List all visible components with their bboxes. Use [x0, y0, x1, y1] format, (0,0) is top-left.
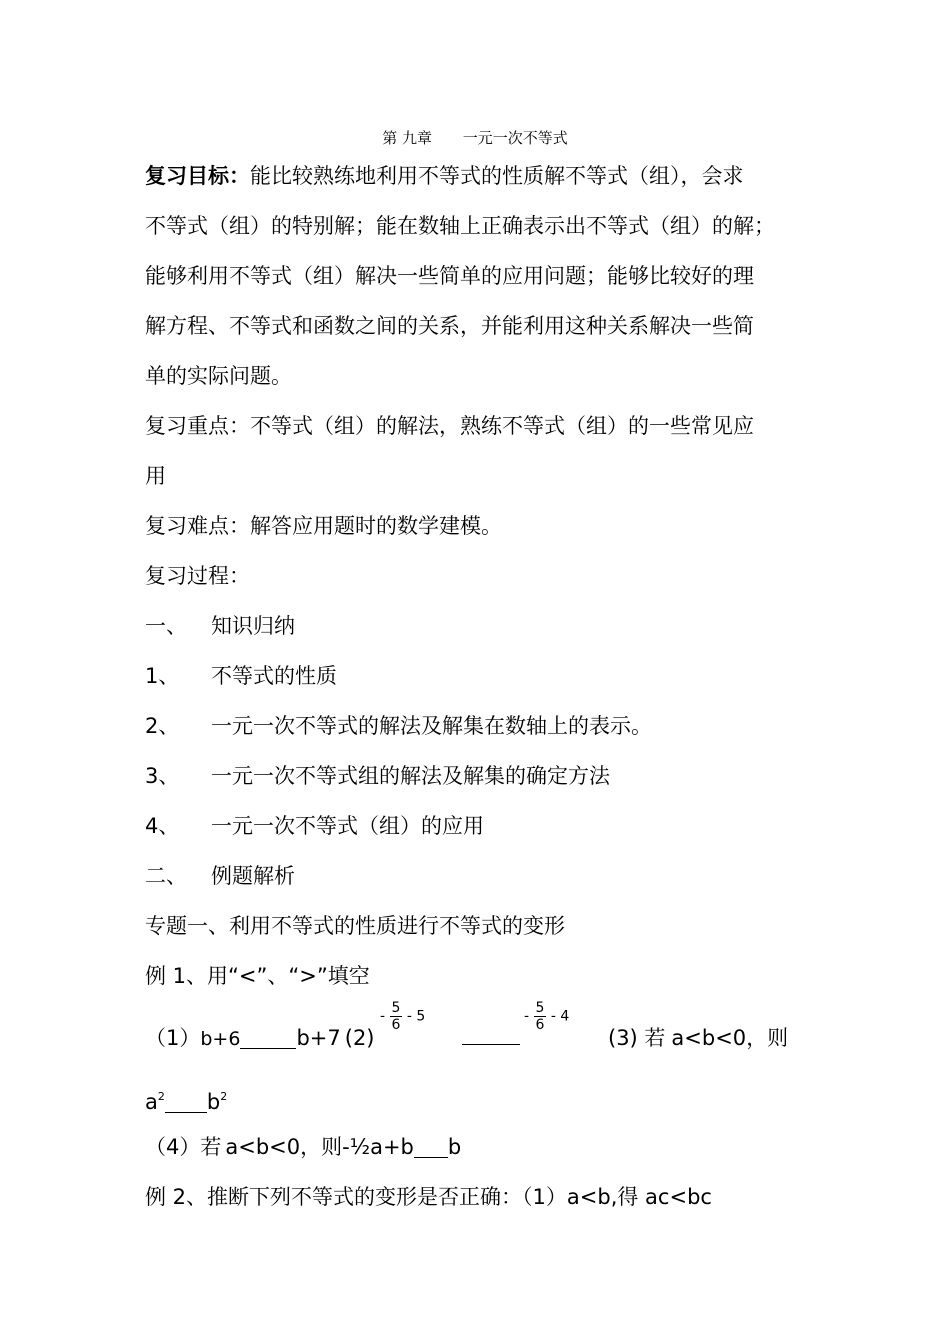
exponent: 2: [157, 1090, 165, 1103]
part-2-left-expression: [380, 1000, 425, 1033]
process-heading: 复习过程：: [145, 564, 250, 588]
part-3-condition: a<b<0: [671, 1026, 747, 1050]
fraction-numerator: 5: [391, 1000, 401, 1016]
answer-blank[interactable]: [240, 1026, 296, 1049]
part-1-right: b+7: [296, 1026, 341, 1050]
example-1-part-4: [145, 1133, 461, 1161]
variable-b: b: [206, 1090, 221, 1114]
objectives-line-1: [145, 162, 744, 190]
minus-sign: -: [380, 1008, 386, 1025]
part-1-label: （1）: [145, 1026, 201, 1050]
objectives-line-2: 不等式（组）的特别解；能在数轴上正确表示出不等式（组）的解；: [145, 214, 775, 238]
section-2-heading: [145, 862, 295, 890]
section-2-number: 二、: [145, 864, 187, 888]
objectives-text-1: 能比较熟练地利用不等式的性质解不等式（组），会求: [250, 164, 744, 188]
list-item-number: 2、: [145, 714, 180, 738]
objectives-line-4: 解方程、不等式和函数之间的关系，并能利用这种关系解决一些简: [145, 314, 754, 338]
answer-blank[interactable]: [165, 1090, 207, 1113]
key-points-line-1: 复习重点：不等式（组）的解法，熟练不等式（组）的一些常见应: [145, 414, 754, 438]
section-1-title: 知识归纳: [211, 614, 295, 638]
part-4-then: ，则-½a+b: [300, 1135, 414, 1159]
example-2-part-1: （1）a<b,得 ac<bc: [522, 1185, 712, 1209]
example-2-heading: 例 2、推断下列不等式的变形是否正确：: [145, 1185, 523, 1209]
chapter-number: 第 九章: [382, 129, 432, 147]
list-item-text: 一元一次不等式（组）的应用: [211, 814, 484, 838]
answer-blank[interactable]: [414, 1135, 448, 1158]
topic-1-heading: 专题一、利用不等式的性质进行不等式的变形: [145, 914, 565, 938]
example-2-line: [145, 1183, 712, 1211]
variable-a: a: [145, 1090, 158, 1114]
key-points-line-2: 用: [145, 464, 166, 488]
fraction-denominator: 6: [535, 1017, 545, 1033]
part-3-label: (3) 若: [608, 1026, 666, 1050]
list-item-number: 4、: [145, 814, 180, 838]
difficulty-line: 复习难点：解答应用题时的数学建模。: [145, 514, 502, 538]
example-1-heading: 例 1、用“<”、“>”填空: [145, 964, 370, 988]
list-item: [145, 662, 337, 690]
part-1-left: b+6: [200, 1028, 241, 1050]
list-item-number: 3、: [145, 764, 180, 788]
minus-sign: -: [524, 1008, 530, 1025]
list-item-number: 1、: [145, 664, 180, 688]
fraction-denominator: 6: [391, 1017, 401, 1033]
example-1-part-3-continued: [145, 1083, 227, 1116]
part-3-then: ，则: [746, 1026, 789, 1050]
section-1-heading: [145, 612, 295, 640]
part-2-right-expression: [524, 1000, 569, 1033]
list-item-text: 一元一次不等式的解法及解集在数轴上的表示。: [211, 714, 652, 738]
fraction-numerator: 5: [535, 1000, 545, 1016]
part-4-right: b: [447, 1135, 462, 1159]
fraction-five-sixths: [534, 1000, 547, 1033]
chapter-title: [0, 127, 950, 149]
list-item: [145, 812, 484, 840]
expression-tail: - 5: [406, 1008, 426, 1025]
part-4-condition: a<b<0: [225, 1135, 301, 1159]
part-4-label: （4）若: [145, 1135, 222, 1159]
objectives-line-3: 能够利用不等式（组）解决一些简单的应用问题；能够比较好的理: [145, 264, 754, 288]
exponent: 2: [220, 1090, 228, 1103]
part-2-label: (2): [344, 1026, 375, 1050]
section-1-number: 一、: [145, 614, 187, 638]
list-item: [145, 762, 610, 790]
expression-tail: - 4: [550, 1008, 570, 1025]
example-1-part-3: [608, 1024, 788, 1052]
list-item: [145, 712, 652, 740]
answer-blank[interactable]: [462, 1044, 520, 1045]
fraction-five-sixths: [390, 1000, 403, 1033]
chapter-topic: 一元一次不等式: [462, 129, 568, 147]
objectives-label: 复习目标：: [145, 164, 250, 188]
section-2-title: 例题解析: [211, 864, 295, 888]
list-item-text: 一元一次不等式组的解法及解集的确定方法: [211, 764, 610, 788]
list-item-text: 不等式的性质: [211, 664, 337, 688]
example-1-part-1: [145, 1024, 375, 1053]
objectives-line-5: 单的实际问题。: [145, 364, 292, 388]
